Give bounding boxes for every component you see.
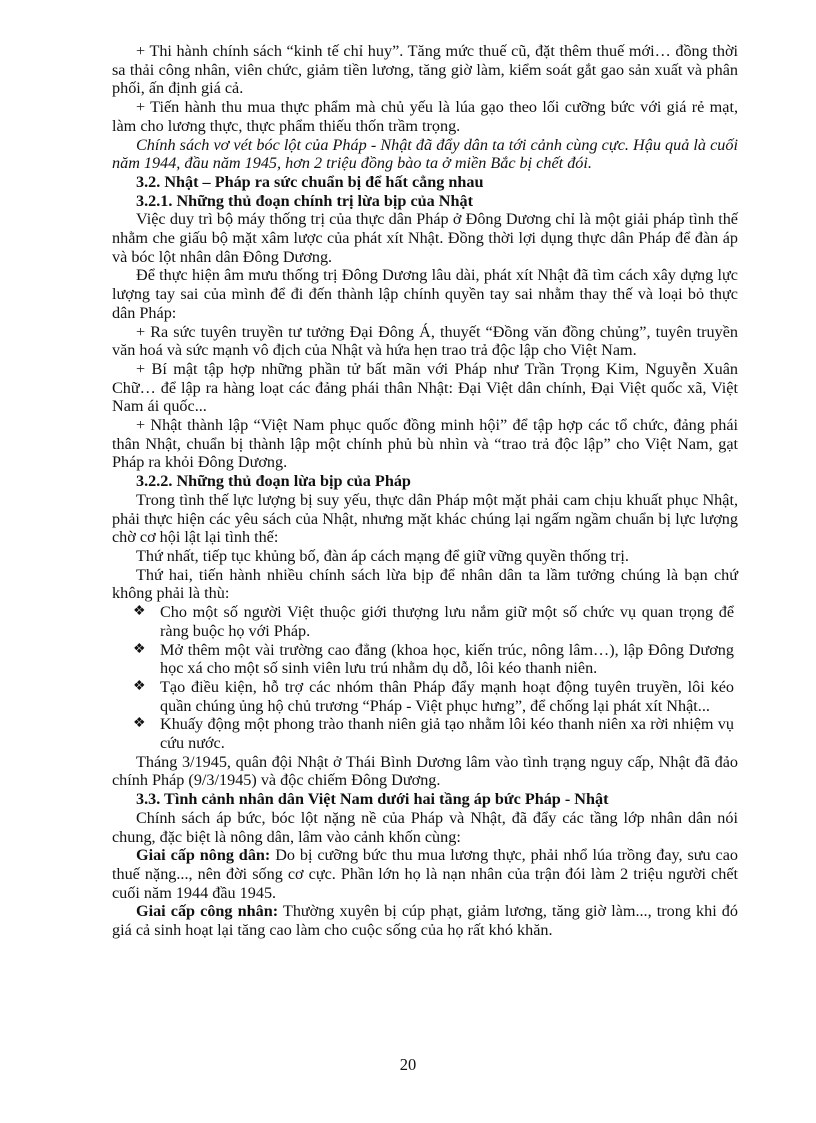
paragraph: Việc duy trì bộ máy thống trị của thực dân Pháp ở Đông Dương chỉ là một giải pháp tình thế nhằm che giấu bộ mặt xâm lược của phát xít Nhật. Đồng thời lợi dụng thực dân Pháp để đàn áp và bóc lột nhân dân Đông Dương.	[112, 210, 738, 266]
diamond-bullet-icon: ❖	[133, 604, 146, 620]
paragraph	[112, 846, 738, 902]
section-heading-3-2: 3.2. Nhật – Pháp ra sức chuẩn bị để hất cẳng nhau	[136, 172, 484, 191]
paragraph: + Nhật thành lập “Việt Nam phục quốc đồng minh hội” để tập hợp các tổ chức, đảng phái thân Nhật, chuẩn bị thành lập một chính phủ bù nhìn và “trao trả độc lập” cho Việt Nam, gạt Pháp ra khỏi Đông Dương.	[112, 416, 738, 472]
paragraph-text: Thường xuyên bị cúp phạt, giảm lương, tăng giờ làm..., trong khi đó giá cả sinh hoạt lại tăng cao làm cho cuộc sống của họ rất khó khăn.	[112, 902, 738, 940]
paragraph: Thứ nhất, tiếp tục khủng bố, đàn áp cách mạng để giữ vững quyền thống trị.	[136, 546, 629, 565]
section-heading-3-3: 3.3. Tình cảnh nhân dân Việt Nam dưới hai tầng áp bức Pháp - Nhật	[136, 790, 609, 809]
document-page	[112, 42, 738, 940]
section-heading-3-2-2: 3.2.2. Những thủ đoạn lừa bịp của Pháp	[136, 472, 411, 491]
section-heading-3-2-1: 3.2.1. Những thủ đoạn chính trị lừa bịp của Nhật	[136, 191, 473, 210]
list-item	[133, 677, 734, 715]
page-number: 20	[399, 1055, 417, 1074]
paragraph-label: Giai cấp nông dân:	[136, 846, 271, 865]
paragraph: + Bí mật tập hợp những phần tử bất mãn với Pháp như Trần Trọng Kim, Nguyễn Xuân Chữ… để lập ra hàng loạt các đảng phái thân Nhật: Đại Việt dân chính, Đại Việt quốc xã, Việt Nam ái quốc...	[112, 359, 738, 416]
paragraph: + Ra sức tuyên truyền tư tưởng Đại Đông Á, thuyết “Đồng văn đồng chủng”, tuyên truyền văn hoá và sức mạnh vô địch của Nhật và hứa hẹn trao trả độc lập cho Việt Nam.	[112, 322, 738, 360]
list-item-text: Tạo điều kiện, hỗ trợ các nhóm thân Pháp đẩy mạnh hoạt động tuyên truyền, lôi kéo quần chúng ủng hộ chủ trương “Pháp - Việt phục hưng”, để chống lại phát xít Nhật...	[160, 677, 734, 715]
paragraph: Trong tình thế lực lượng bị suy yếu, thực dân Pháp một mặt phải cam chịu khuất phục Nhật, phải thực hiện các yêu sách của Nhật, nhưng mặt khác chúng lại ngấm ngầm chuẩn bị lực lượng chờ cơ hội lật lại tình thế:	[112, 490, 738, 547]
paragraph: Tháng 3/1945, quân đội Nhật ở Thái Bình Dương lâm vào tình trạng nguy cấp, Nhật đã đảo chính Pháp (9/3/1945) và độc chiếm Đông Dương.	[112, 752, 738, 790]
list-item	[133, 603, 734, 640]
paragraph-text: Do bị cưỡng bức thu mua lương thực, phải nhổ lúa trồng đay, sưu cao thuế nặng..., nên đời sống cơ cực. Phần lớn họ là nạn nhân của trận đói làm 2 triệu người chết cuối năm 1944 đầu 1945.	[112, 846, 738, 902]
paragraph-label: Giai cấp công nhân:	[136, 902, 279, 921]
list-item	[133, 715, 734, 753]
list-item-text: Khuấy động một phong trào thanh niên giả tạo nhằm lôi kéo thanh niên xa rời nhiệm vụ cứu nước.	[160, 715, 734, 753]
paragraph: + Tiến hành thu mua thực phẩm mà chủ yếu là lúa gạo theo lối cưỡng bức với giá rẻ mạt, làm cho lương thực, thực phẩm thiếu thốn trầm trọng.	[112, 98, 738, 135]
paragraph: + Thi hành chính sách “kinh tế chỉ huy”. Tăng mức thuế cũ, đặt thêm thuế mới… đồng thời sa thải công nhân, viên chức, giảm tiền lương, tăng giờ làm, kiểm soát gắt gao sản xuất và phân phối, ấn định giá cả.	[112, 42, 738, 98]
paragraph: Để thực hiện âm mưu thống trị Đông Dương lâu dài, phát xít Nhật đã tìm cách xây dựng lực lượng tay sai của mình để đi đến thành lập chính quyền tay sai nhằm thay thế và loại bỏ thực dân Pháp:	[112, 266, 738, 322]
list-item-text: Mở thêm một vài trường cao đẳng (khoa học, kiến trúc, nông lâm…), lập Đông Dương học xá cho một số sinh viên lưu trú nhằm dụ dỗ, lôi kéo thanh niên.	[160, 640, 734, 678]
list-item	[133, 640, 734, 678]
paragraph: Chính sách vơ vét bóc lột của Pháp - Nhật đã đẩy dân ta tới cảnh cùng cực. Hậu quả là cuối năm 1944, đầu năm 1945, hơn 2 triệu đồng bào ta ở miền Bắc bị chết đói.	[112, 135, 738, 173]
paragraph: Thứ hai, tiến hành nhiều chính sách lừa bịp để nhân dân ta lầm tưởng chúng là bạn chứ không phải là thù:	[112, 565, 738, 603]
list-item-text: Cho một số người Việt thuộc giới thượng lưu nắm giữ một số chức vụ quan trọng để ràng buộc họ với Pháp.	[160, 603, 734, 640]
diamond-bullet-icon: ❖	[133, 641, 146, 657]
bullet-list	[112, 603, 738, 753]
diamond-bullet-icon: ❖	[133, 716, 146, 732]
diamond-bullet-icon: ❖	[133, 678, 146, 694]
paragraph: Chính sách áp bức, bóc lột nặng nề của Pháp và Nhật, đã đẩy các tầng lớp nhân dân nói chung, đặc biệt là nông dân, lâm vào cảnh khốn cùng:	[112, 808, 738, 846]
paragraph	[112, 902, 738, 939]
